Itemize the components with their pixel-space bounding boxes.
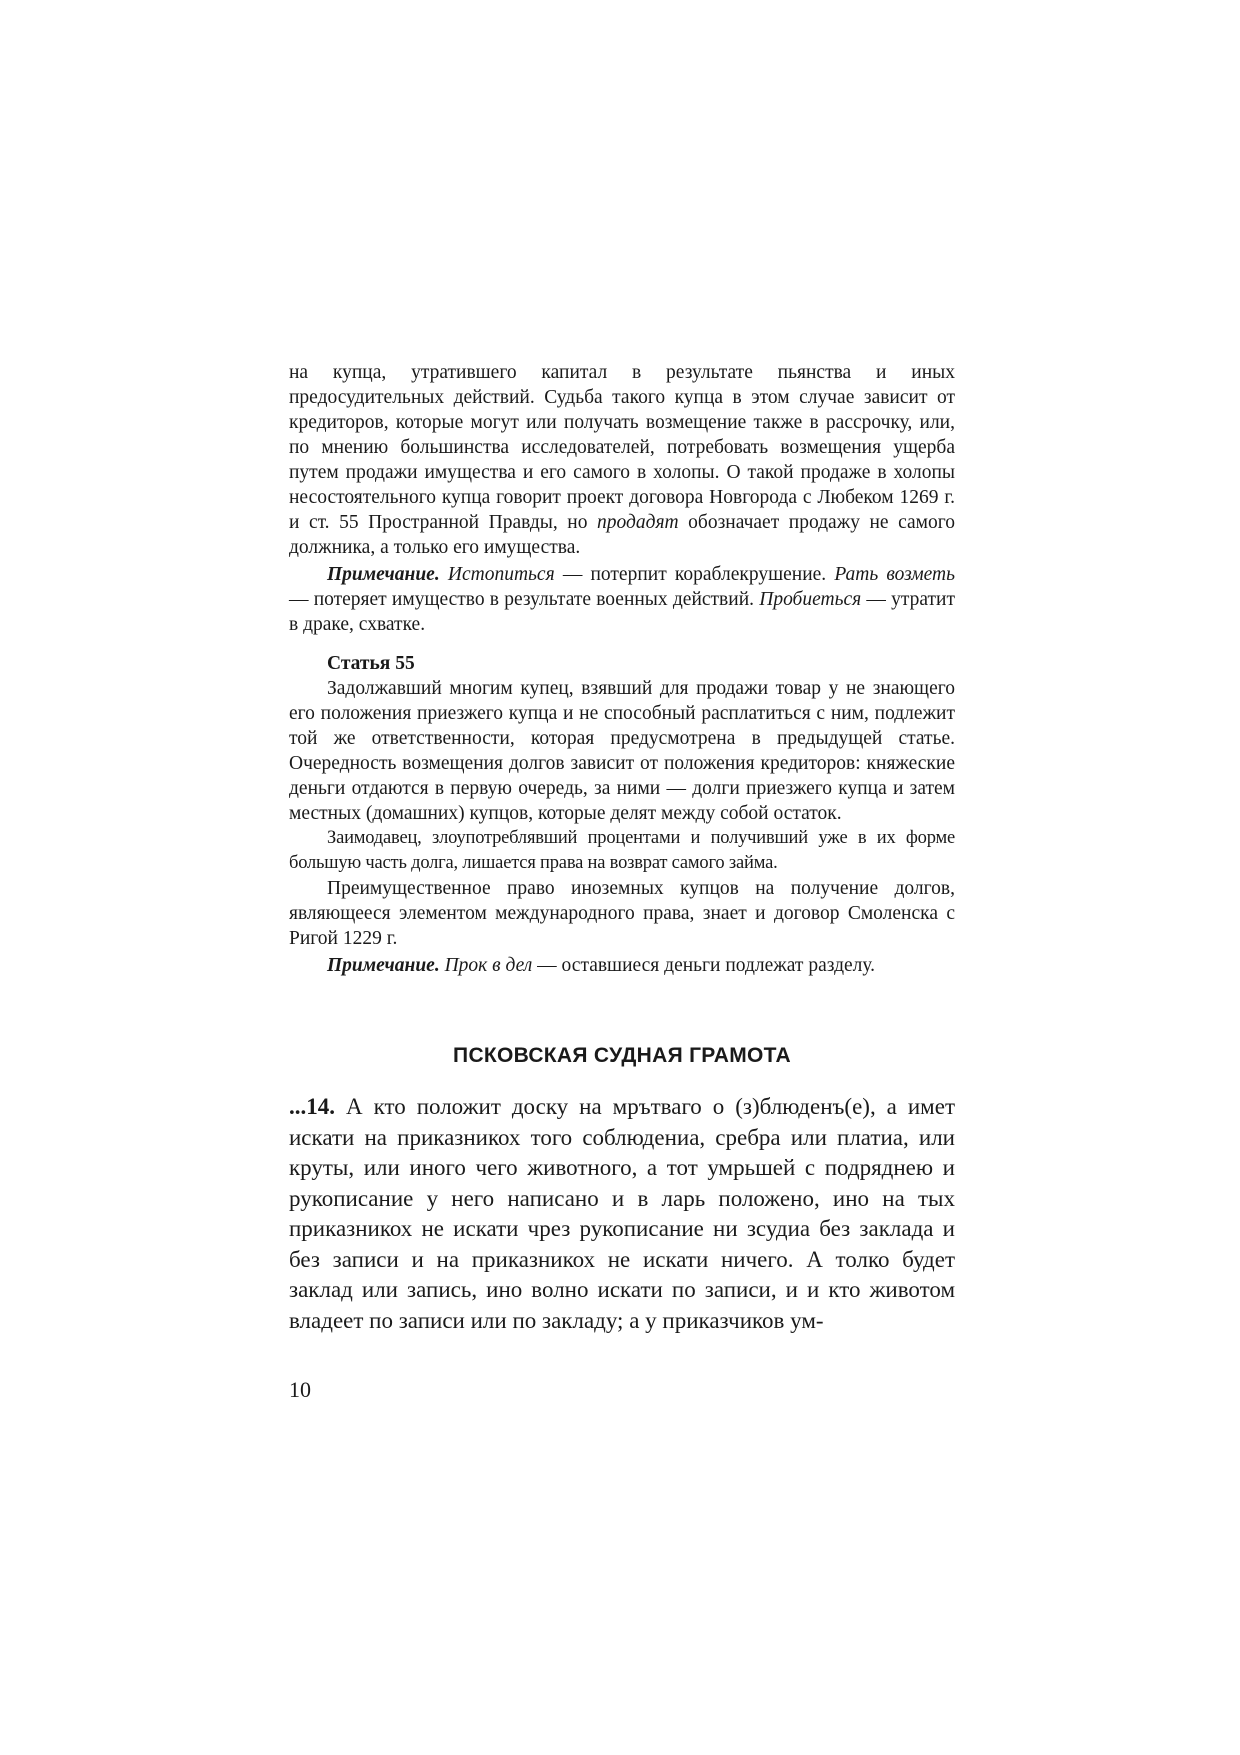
paragraph-2: Задолжавший многим купец, взявший для продажи товар у не знающего его положения приезжего купца и не способный расплатиться с ним, подлежит той же ответственности, которая предусмотрена в предыдущей статье. Очередность возмещения долгов зависит от положения кредиторов: княжеские деньги отдаются в первую очередь, за ними — долги приезжего купца и затем местных (домашних) купцов, которые делят между собой остаток.	[289, 678, 955, 824]
note-1-def-1: — потерпит кораблекрушение.	[562, 564, 827, 585]
note-1-term-1: Истопиться	[447, 564, 555, 585]
note-2-label: Примечание.	[327, 955, 440, 976]
note-1-def-3: — утратит в драке, схватке.	[289, 589, 956, 635]
paragraph-4: Преимущественное право иноземных купцов на получение долгов, являющееся элементом международного права, знает и договор Смоленска с Ригой 1229 г.	[289, 878, 955, 949]
note-1-term-3: Пробиеться	[759, 589, 862, 610]
note-2-term: Прок в дел	[444, 955, 533, 976]
note-2-def: — оставшиеся деньги подлежат разделу.	[537, 955, 876, 976]
section-heading: ПСКОВСКАЯ СУДНАЯ ГРАМОТА	[453, 1044, 791, 1067]
note-1-label: Примечание.	[327, 564, 440, 585]
paragraph-1-tail: обозначает продажу не самого должника, а только его имущества.	[289, 512, 956, 558]
paragraph-3: Заимодавец, злоупотреблявший процентами и получивший уже в их форме большую часть долга, лишается права на возврат самого займа.	[289, 828, 955, 873]
charter-article-number: ...14.	[289, 1094, 335, 1119]
paragraph-1-text: на купца, утратившего капитал в результате пьянства и иных предосудительных действий. Судьба такого купца в этом случае зависит от кредиторов, которые могут или получать возмещение также в рассрочку, или, по мнению большинства исследователей, потребовать возмещения ущерба путем продажи имущества и его самого в холопы. О такой продаже в холопы несостоятельного купца говорит проект договора Новгорода с Любеком 1269 г. и ст. 55 Пространной Правды, но	[289, 362, 955, 533]
article-title: Статья 55	[327, 653, 415, 674]
page-content	[289, 360, 955, 1336]
note-2	[289, 953, 955, 978]
note-1-term-2: Рать возметь	[834, 564, 955, 585]
charter-text: А кто положит доску на мрътваго о (з)блюденъ(е), а имет искати на приказникох того соблюдениа, сребра или платиа, или круты, или иного чего животного, а тот умрьшей с подряднею и рукописание у него написано и в ларь положено, ино на тых приказникох не искати чрез рукописание ни зсудиа без заклада и без записи и на приказникох не искати ничего. А толко будет заклад или запись, ино волно искати по записи, и и кто животом владеет по записи или по закладу; а у приказчиков ум-	[289, 1094, 955, 1333]
paragraph-1	[289, 360, 955, 560]
note-1	[289, 562, 955, 637]
charter-excerpt	[289, 1092, 955, 1336]
paragraph-1-term: продадят	[596, 512, 679, 533]
page-number: 10	[289, 1377, 311, 1402]
note-1-def-2: — потеряет имущество в результате военных действий.	[289, 589, 755, 610]
